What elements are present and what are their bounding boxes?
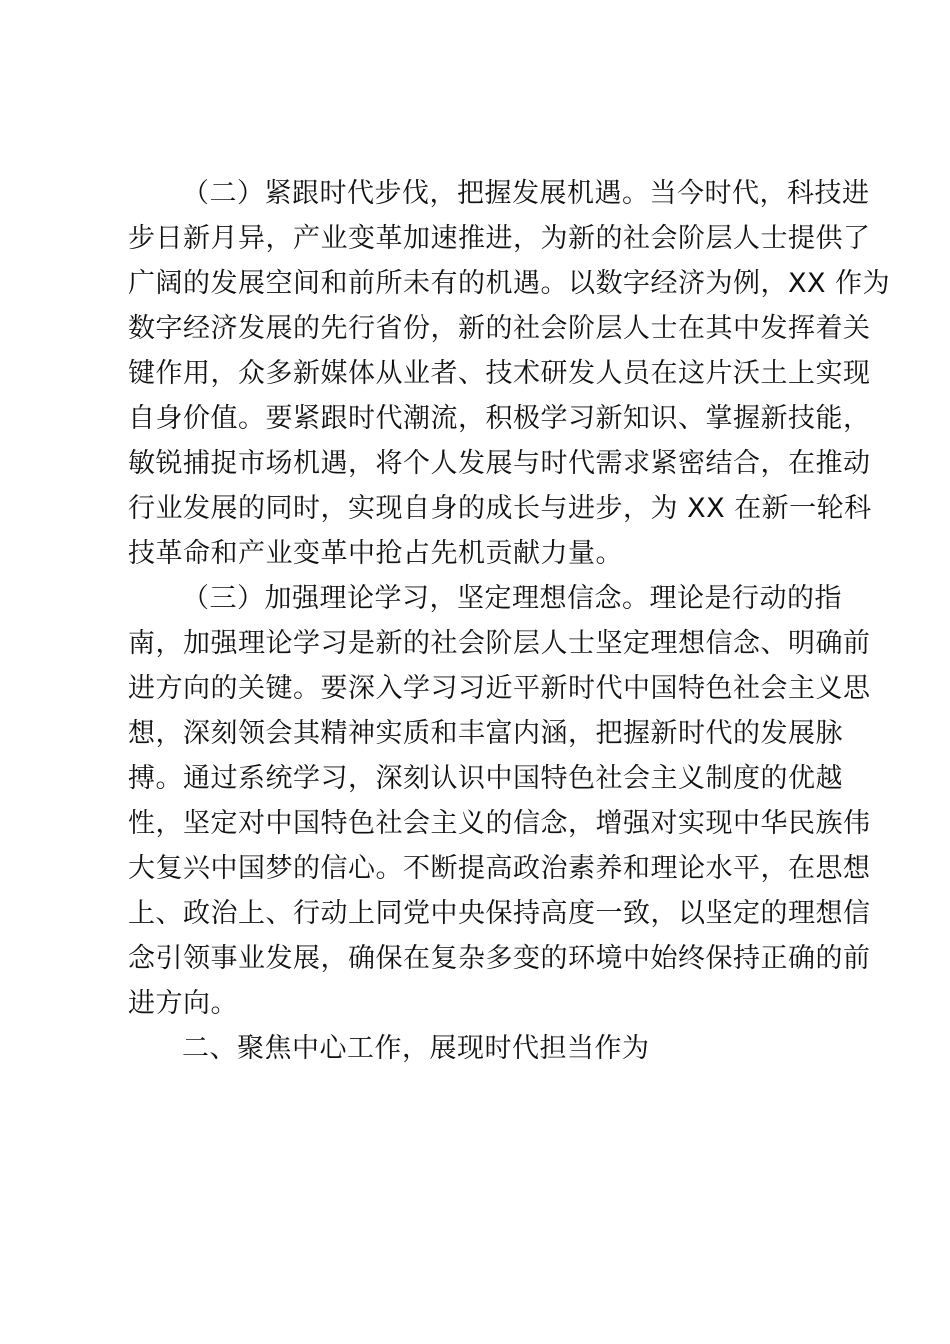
paragraph-2-line-7: 大复兴中国梦的信心。不断提高政治素养和理论水平，在思想 xyxy=(128,853,871,884)
paragraph-2-line-3: 进方向的关键。要深入学习习近平新时代中国特色社会主义思 xyxy=(128,673,871,704)
paragraph-1-line-9: 技革命和产业变革中抢占先机贡献力量。 xyxy=(128,538,623,569)
paragraph-2-line-6: 性，坚定对中国特色社会主义的信念，增强对实现中华民族伟 xyxy=(128,808,871,839)
paragraph-2-line-10: 进方向。 xyxy=(128,988,238,1019)
paragraph-1-line-6: 自身价值。要紧跟时代潮流，积极学习新知识、掌握新技能， xyxy=(128,403,871,434)
paragraph-1-line-2: 步日新月异，产业变革加速推进，为新的社会阶层人士提供了 xyxy=(128,223,871,254)
paragraph-1-line-8: 行业发展的同时，实现自身的成长与进步，为 XX 在新一轮科 xyxy=(128,493,872,524)
paragraph-2-line-1: （三）加强理论学习，坚定理想信念。理论是行动的指 xyxy=(182,583,842,614)
section-heading: 二、聚焦中心工作，展现时代担当作为 xyxy=(182,1033,650,1064)
paragraph-1-line-7: 敏锐捕捉市场机遇，将个人发展与时代需求紧密结合，在推动 xyxy=(128,448,871,479)
paragraph-2-line-5: 搏。通过系统学习，深刻认识中国特色社会主义制度的优越 xyxy=(128,763,843,794)
paragraph-2-line-2: 南，加强理论学习是新的社会阶层人士坚定理想信念、明确前 xyxy=(128,628,871,659)
paragraph-1-line-1: （二）紧跟时代步伐，把握发展机遇。当今时代，科技进 xyxy=(182,178,870,209)
paragraph-1-line-3: 广阔的发展空间和前所未有的机遇。以数字经济为例，XX 作为 xyxy=(128,268,891,299)
paragraph-1-line-4: 数字经济发展的先行省份，新的社会阶层人士在其中发挥着关 xyxy=(128,313,871,344)
paragraph-2-line-4: 想，深刻领会其精神实质和丰富内涵，把握新时代的发展脉 xyxy=(128,718,843,749)
paragraph-2-line-8: 上、政治上、行动上同党中央保持高度一致，以坚定的理想信 xyxy=(128,898,871,929)
paragraph-2-line-9: 念引领事业发展，确保在复杂多变的环境中始终保持正确的前 xyxy=(128,943,871,974)
paragraph-1-line-5: 键作用，众多新媒体从业者、技术研发人员在这片沃土上实现 xyxy=(128,358,871,389)
